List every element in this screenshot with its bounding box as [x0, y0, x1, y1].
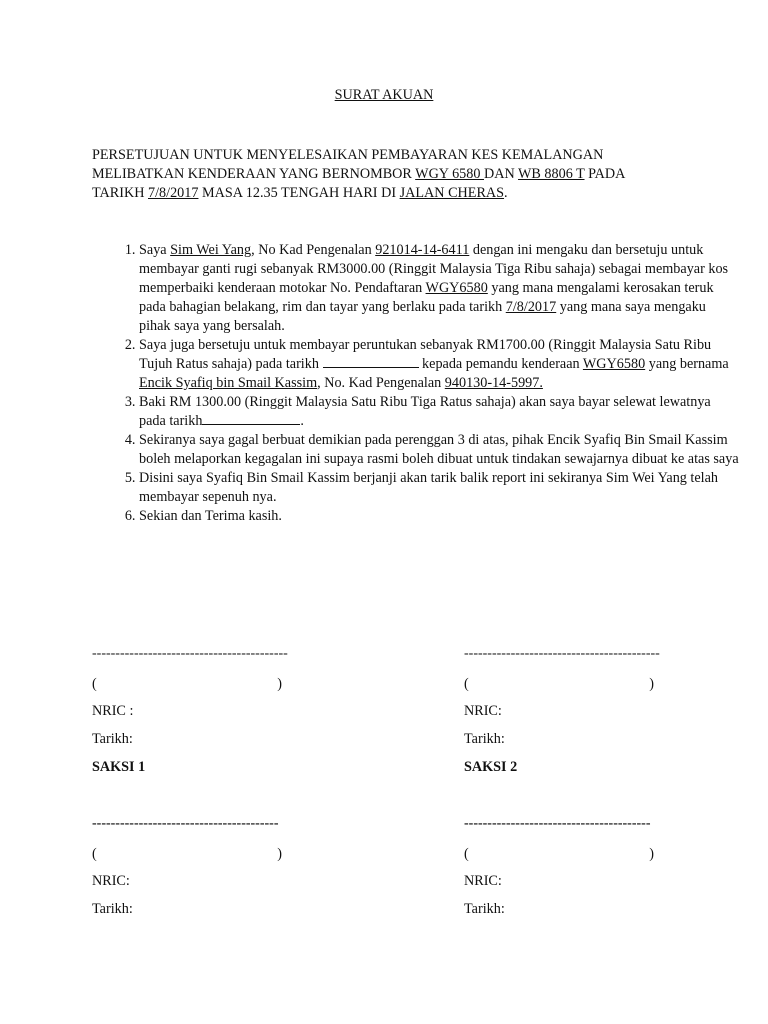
- heading-text: PADA: [584, 166, 626, 182]
- name-parentheses: [464, 846, 654, 862]
- vehicle-plate-1: WGY 6580: [415, 166, 484, 182]
- date-blank-field: [323, 355, 419, 368]
- paren-close: ): [277, 676, 282, 692]
- driver-name: Encik Syafiq bin Smail Kassim: [139, 375, 318, 391]
- paren-close: ): [649, 846, 654, 862]
- witness-label: SAKSI 1: [92, 759, 146, 775]
- nric-label: NRIC:: [92, 873, 130, 889]
- accident-place: JALAN CHERAS: [399, 185, 505, 201]
- heading-line-2: [92, 165, 692, 184]
- signature-line: ----------------------------------------: [92, 816, 279, 831]
- item-text: Saya juga bersetuju untuk membayar peruntukan sebanyak RM1700.00 (Ringgit Malaysia Satu Ribu Tujuh Ratus sahaja) pada tarikh: [139, 337, 712, 372]
- item-text: , No. Kad Pengenalan: [317, 375, 445, 391]
- declarant-name: Sim Wei Yang: [170, 242, 252, 258]
- name-parentheses: [92, 676, 282, 692]
- list-item: [139, 241, 739, 336]
- item-text: dengan ini mengaku dan bersetuju untuk membayar ganti rugi sebanyak RM3000.00 (Ringgit Malaysia Tiga Ribu sahaja) sebagai membayar kos memperbaiki kenderaan motokar No. Pendaftaran: [139, 242, 729, 296]
- paren-close: ): [277, 846, 282, 862]
- heading-line-3: [92, 184, 692, 203]
- page-title: SURAT AKUAN: [334, 87, 434, 103]
- date-label: Tarikh:: [464, 901, 505, 917]
- heading-text: MASA 12.35 TENGAH HARI DI: [198, 185, 400, 201]
- agreement-heading: [92, 146, 692, 203]
- agreement-items: [92, 241, 739, 526]
- list-item: 5. Disini saya Syafiq Bin Smail Kassim berjanji akan tarik balik report ini sekiranya Sim Wei Yang telah membayar sepenuh nya.: [139, 469, 739, 507]
- list-item: 4. Sekiranya saya gagal berbuat demikian pada perenggan 3 di atas, pihak Encik Syafiq Bin Smail Kassim boleh melaporkan kegagalan ini supaya rasmi boleh dibuat untuk tindakan sewajarnya dibuat ke atas saya: [139, 431, 739, 469]
- item-text: , No Kad Pengenalan: [251, 242, 376, 258]
- vehicle-plate: WGY6580: [582, 356, 646, 372]
- list-item: 6. Sekian dan Terima kasih.: [139, 507, 739, 526]
- heading-text: .: [504, 185, 508, 201]
- item-text: yang mana saya mengaku pihak saya yang bersalah.: [139, 299, 706, 334]
- paren-open: (: [464, 846, 469, 862]
- nric-label: NRIC :: [92, 703, 134, 719]
- list-item: [139, 336, 739, 393]
- signature-line: ------------------------------------------: [92, 646, 288, 661]
- heading-text: DAN: [484, 166, 519, 182]
- name-parentheses: [464, 676, 654, 692]
- item-text: Baki RM 1300.00 (Ringgit Malaysia Satu Ribu Tiga Ratus sahaja) akan saya bayar selewat lewatnya pada tarikh: [139, 394, 711, 429]
- heading-line-1: PERSETUJUAN UNTUK MENYELESAIKAN PEMBAYARAN KES KEMALANGAN: [92, 147, 604, 163]
- item-text: yang mana mengalami kerosakan teruk pada bahagian belakang, rim dan tayar yang berlaku pada tarikh: [139, 280, 714, 315]
- accident-date: 7/8/2017: [148, 185, 199, 201]
- item-text: .: [300, 413, 304, 429]
- accident-date: 7/8/2017: [505, 299, 557, 315]
- declarant-ic: 921014-14-6411: [375, 242, 470, 258]
- witness-label: SAKSI 2: [464, 759, 518, 775]
- driver-ic: 940130-14-5997.: [444, 375, 543, 391]
- vehicle-plate-2: WB 8806 T: [518, 166, 585, 182]
- date-label: Tarikh:: [92, 731, 133, 747]
- item-text: Saya: [139, 242, 171, 258]
- paren-open: (: [92, 846, 97, 862]
- date-label: Tarikh:: [464, 731, 505, 747]
- vehicle-plate: WGY6580: [425, 280, 488, 296]
- date-blank-field: [202, 412, 300, 425]
- paren-open: (: [92, 676, 97, 692]
- signature-line: ------------------------------------------: [464, 646, 660, 661]
- signature-line: ----------------------------------------: [464, 816, 651, 831]
- paren-close: ): [649, 676, 654, 692]
- nric-label: NRIC:: [464, 703, 502, 719]
- nric-label: NRIC:: [464, 873, 502, 889]
- paren-open: (: [464, 676, 469, 692]
- item-text: kepada pemandu kenderaan: [418, 356, 583, 372]
- date-label: Tarikh:: [92, 901, 133, 917]
- heading-text: TARIKH: [92, 185, 149, 201]
- list-item: [139, 393, 739, 431]
- name-parentheses: [92, 846, 282, 862]
- item-text: yang bernama: [645, 356, 729, 372]
- heading-text: MELIBATKAN KENDERAAN YANG BERNOMBOR: [92, 166, 416, 182]
